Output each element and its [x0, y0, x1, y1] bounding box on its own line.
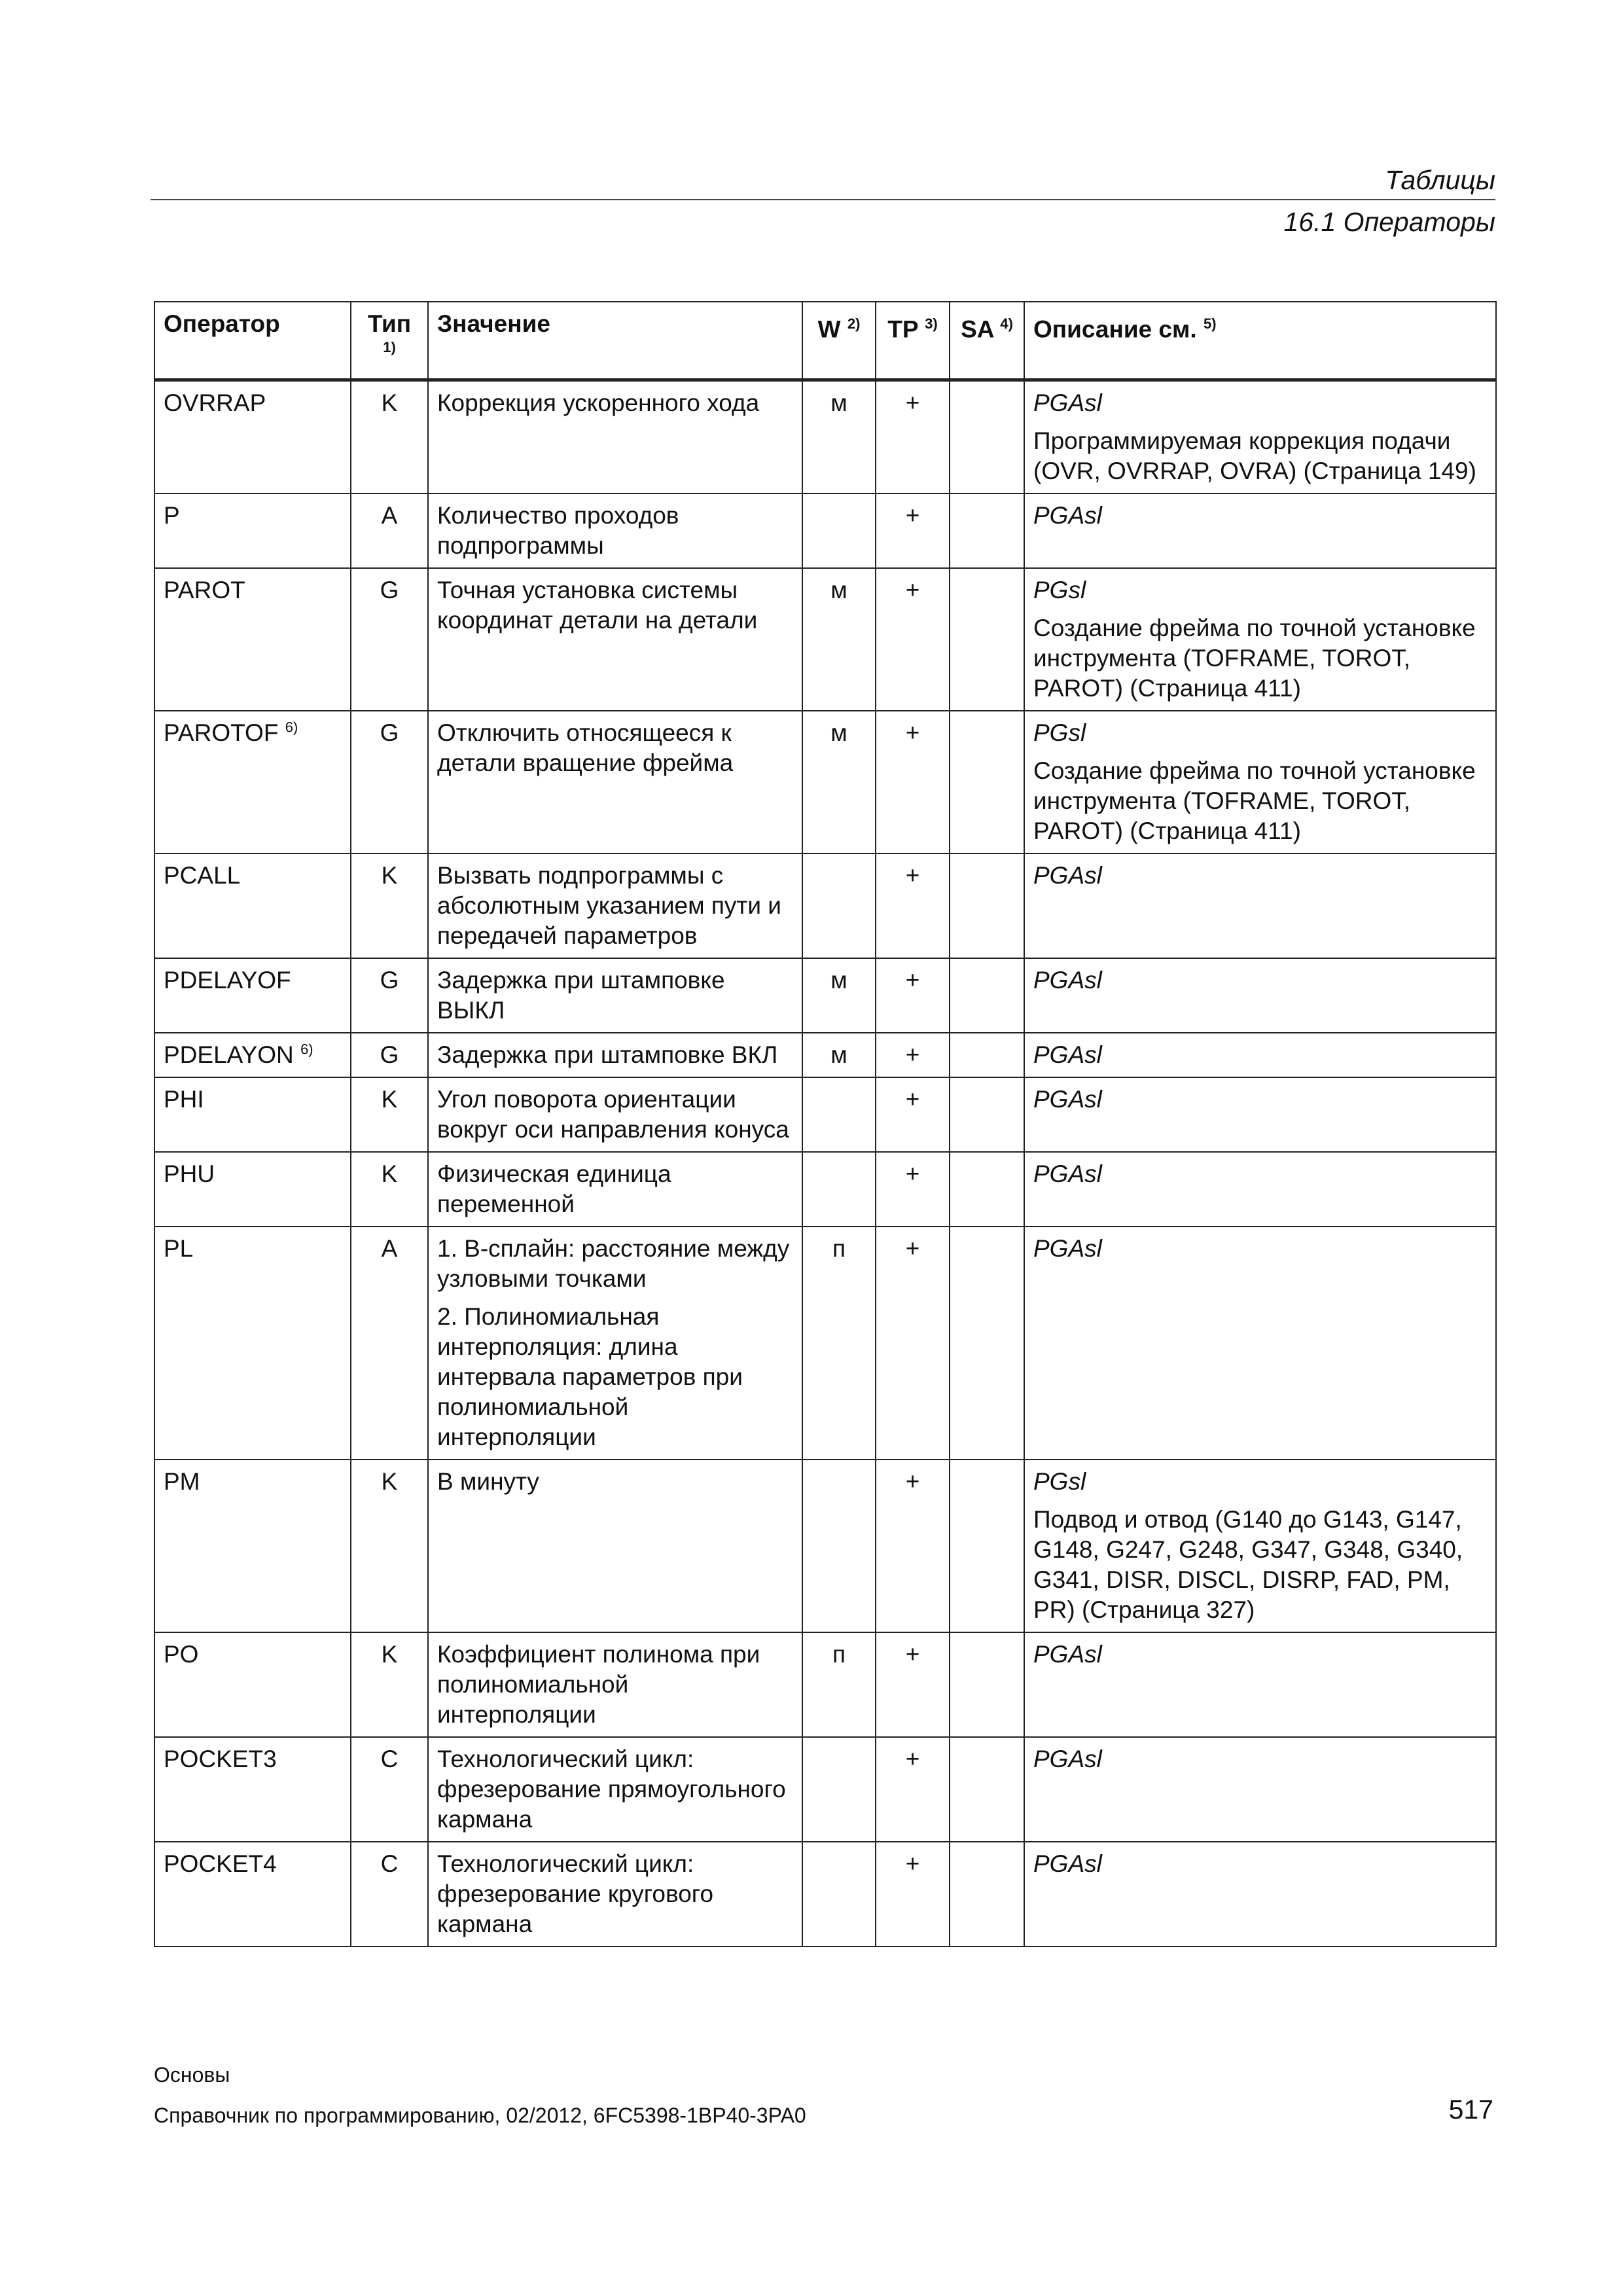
manual-reference: PGAsl: [1033, 389, 1102, 416]
cell-tp: +: [876, 1842, 950, 1946]
cell-type: C: [351, 1737, 428, 1842]
header-description: [1024, 302, 1496, 380]
meaning-text: Коррекция ускоренного хода: [437, 389, 760, 416]
meaning-text: Задержка при штамповке ВКЛ: [437, 1041, 778, 1068]
cell-w: [802, 1077, 876, 1152]
header-description-label: Описание см.: [1033, 315, 1197, 343]
cell-operator: [154, 1632, 351, 1737]
cell-tp: +: [876, 1033, 950, 1077]
cell-type: G: [351, 958, 428, 1033]
cell-meaning: [428, 380, 802, 494]
cell-description: [1024, 958, 1496, 1033]
cell-tp: +: [876, 1227, 950, 1460]
table-body: [154, 380, 1496, 1947]
cell-tp: +: [876, 1077, 950, 1152]
manual-reference: PGAsl: [1033, 1041, 1102, 1068]
cell-w: п: [802, 1632, 876, 1737]
meaning-text: Технологический цикл: фрезерование кругового кармана: [437, 1850, 714, 1937]
cell-type: K: [351, 853, 428, 958]
cell-operator: [154, 1033, 351, 1077]
cell-operator: [154, 493, 351, 568]
cell-meaning: [428, 1737, 802, 1842]
cell-operator: [154, 1077, 351, 1152]
table-row: [154, 1842, 1496, 1946]
description-link[interactable]: Программируемая коррекция подачи (OVR, OVRRAP, OVRA) (Страница 149): [1033, 427, 1476, 484]
table-row: [154, 1077, 1496, 1152]
cell-meaning: [428, 1842, 802, 1946]
cell-type: C: [351, 1842, 428, 1946]
table-row: [154, 1033, 1496, 1077]
table-header-row: [154, 302, 1496, 380]
subsection-title: 16.1 Операторы: [1283, 207, 1495, 237]
cell-sa: [950, 711, 1024, 853]
cell-tp: +: [876, 493, 950, 568]
header-tp-label: TP: [887, 315, 918, 343]
cell-w: [802, 1737, 876, 1842]
operator-name: PAROT: [164, 577, 245, 603]
cell-description: [1024, 1842, 1496, 1946]
cell-sa: [950, 1632, 1024, 1737]
table-row: [154, 1152, 1496, 1227]
cell-meaning: [428, 1632, 802, 1737]
cell-w: п: [802, 1227, 876, 1460]
cell-description: [1024, 1227, 1496, 1460]
cell-sa: [950, 493, 1024, 568]
cell-tp: +: [876, 711, 950, 853]
cell-sa: [950, 1077, 1024, 1152]
cell-type: G: [351, 568, 428, 711]
table-row: [154, 1227, 1496, 1460]
cell-tp: +: [876, 1737, 950, 1842]
cell-operator: [154, 1842, 351, 1946]
operator-name: POCKET4: [164, 1850, 277, 1877]
cell-meaning: [428, 853, 802, 958]
cell-meaning: [428, 1033, 802, 1077]
table-row: [154, 1632, 1496, 1737]
cell-w: [802, 1460, 876, 1632]
cell-description: [1024, 1632, 1496, 1737]
operator-name: PO: [164, 1641, 199, 1668]
header-w-label: W: [817, 315, 841, 343]
manual-reference: PGAsl: [1033, 1235, 1102, 1262]
cell-description: [1024, 1737, 1496, 1842]
operator-name: POCKET3: [164, 1746, 277, 1772]
meaning-text: Технологический цикл: фрезерование прямоугольного кармана: [437, 1746, 786, 1833]
cell-meaning: [428, 958, 802, 1033]
cell-tp: +: [876, 380, 950, 494]
meaning-text-2: 2. Полиномиальная интерполяция: длина интервала параметров при полиномиальной интерполяции: [437, 1303, 743, 1450]
description-link[interactable]: Подвод и отвод (G140 до G143, G147, G148, G247, G248, G347, G348, G340, G341, DISR, DISCL, DISRP, FAD, PM, PR) (Страница 327): [1033, 1506, 1463, 1623]
operator-name: P: [164, 502, 180, 529]
operator-name: PL: [164, 1235, 194, 1262]
footer-book-title: Основы: [154, 2063, 230, 2087]
header-type: [351, 302, 428, 380]
operators-table: [154, 301, 1497, 1947]
cell-operator: [154, 1737, 351, 1842]
cell-operator: [154, 1227, 351, 1460]
operator-name: OVRRAP: [164, 389, 266, 416]
description-link[interactable]: Создание фрейма по точной установке инструмента (TOFRAME, TOROT, PAROT) (Страница 411): [1033, 615, 1476, 702]
header-type-label: Тип: [367, 310, 412, 337]
operator-name: PM: [164, 1468, 200, 1495]
manual-reference: PGAsl: [1033, 967, 1102, 994]
table-row: [154, 711, 1496, 853]
meaning-text: Количество проходов подпрограммы: [437, 502, 679, 559]
cell-operator: [154, 568, 351, 711]
cell-sa: [950, 380, 1024, 494]
table-row: [154, 1460, 1496, 1632]
cell-type: K: [351, 1632, 428, 1737]
cell-tp: +: [876, 958, 950, 1033]
cell-type: K: [351, 380, 428, 494]
table-row: [154, 568, 1496, 711]
cell-operator: [154, 711, 351, 853]
cell-type: A: [351, 1227, 428, 1460]
header-type-footnote: 1): [383, 339, 396, 355]
header-tp-footnote: 3): [925, 315, 938, 332]
manual-reference: PGAsl: [1033, 1641, 1102, 1668]
cell-tp: +: [876, 568, 950, 711]
meaning-text: 1. B-сплайн: расстояние между узловыми точками: [437, 1235, 790, 1292]
meaning-text: Угол поворота ориентации вокруг оси направления конуса: [437, 1086, 789, 1143]
table-row: [154, 493, 1496, 568]
cell-tp: +: [876, 1632, 950, 1737]
manual-reference: PGsl: [1033, 577, 1086, 603]
header-description-footnote: 5): [1203, 315, 1217, 332]
cell-sa: [950, 958, 1024, 1033]
cell-w: [802, 493, 876, 568]
manual-reference: PGAsl: [1033, 1850, 1102, 1877]
manual-reference: PGAsl: [1033, 1086, 1102, 1113]
cell-sa: [950, 853, 1024, 958]
cell-description: [1024, 568, 1496, 711]
operator-name: PAROTOF: [164, 719, 279, 746]
footer-reference: Справочник по программированию, 02/2012, 6FC5398-1BP40-3PA0: [154, 2104, 806, 2127]
cell-description: [1024, 1460, 1496, 1632]
cell-description: [1024, 1033, 1496, 1077]
cell-description: [1024, 380, 1496, 494]
cell-description: [1024, 1152, 1496, 1227]
header-w: [802, 302, 876, 380]
operator-name: PHU: [164, 1160, 215, 1187]
cell-tp: +: [876, 1152, 950, 1227]
cell-type: G: [351, 711, 428, 853]
cell-tp: +: [876, 1460, 950, 1632]
meaning-text: Физическая единица переменной: [437, 1160, 671, 1217]
cell-sa: [950, 1152, 1024, 1227]
cell-operator: [154, 958, 351, 1033]
description-link[interactable]: Создание фрейма по точной установке инструмента (TOFRAME, TOROT, PAROT) (Страница 411): [1033, 757, 1476, 844]
header-sa: [950, 302, 1024, 380]
cell-w: м: [802, 568, 876, 711]
section-title: Таблицы: [1385, 165, 1495, 195]
cell-type: A: [351, 493, 428, 568]
header-operator: Оператор: [154, 302, 351, 380]
operator-footnote: 6): [300, 1041, 313, 1058]
cell-meaning: [428, 493, 802, 568]
cell-meaning: [428, 1077, 802, 1152]
cell-sa: [950, 1227, 1024, 1460]
header-tp: [876, 302, 950, 380]
cell-operator: [154, 380, 351, 494]
meaning-text: Коэффициент полинома при полиномиальной интерполяции: [437, 1641, 760, 1728]
cell-description: [1024, 493, 1496, 568]
cell-meaning: [428, 711, 802, 853]
cell-meaning: [428, 1460, 802, 1632]
cell-type: K: [351, 1460, 428, 1632]
table-row: [154, 958, 1496, 1033]
cell-w: м: [802, 380, 876, 494]
cell-type: K: [351, 1077, 428, 1152]
cell-operator: [154, 1152, 351, 1227]
cell-meaning: [428, 1227, 802, 1460]
meaning-text: Точная установка системы координат детали на детали: [437, 577, 758, 634]
cell-type: G: [351, 1033, 428, 1077]
meaning-text: Задержка при штамповке ВЫКЛ: [437, 967, 725, 1024]
table-row: [154, 853, 1496, 958]
cell-sa: [950, 1033, 1024, 1077]
operator-footnote: 6): [285, 719, 298, 736]
cell-meaning: [428, 568, 802, 711]
meaning-text: В минуту: [437, 1468, 539, 1495]
cell-type: K: [351, 1152, 428, 1227]
cell-sa: [950, 1842, 1024, 1946]
cell-operator: [154, 853, 351, 958]
cell-operator: [154, 1460, 351, 1632]
meaning-text: Вызвать подпрограммы с абсолютным указанием пути и передачей параметров: [437, 862, 781, 949]
header-sa-label: SA: [961, 315, 994, 343]
operator-name: PHI: [164, 1086, 204, 1113]
cell-sa: [950, 568, 1024, 711]
header-w-footnote: 2): [847, 315, 861, 332]
cell-description: [1024, 711, 1496, 853]
cell-w: [802, 853, 876, 958]
cell-w: [802, 1152, 876, 1227]
cell-tp: +: [876, 853, 950, 958]
operator-name: PDELAYON: [164, 1041, 294, 1068]
cell-sa: [950, 1737, 1024, 1842]
manual-reference: PGsl: [1033, 1468, 1086, 1495]
header-meaning: Значение: [428, 302, 802, 380]
operator-name: PDELAYOF: [164, 967, 291, 994]
table-row: [154, 380, 1496, 494]
cell-meaning: [428, 1152, 802, 1227]
cell-w: м: [802, 711, 876, 853]
page-number: 517: [1448, 2094, 1493, 2125]
cell-sa: [950, 1460, 1024, 1632]
cell-description: [1024, 853, 1496, 958]
table-row: [154, 1737, 1496, 1842]
cell-w: [802, 1842, 876, 1946]
meaning-text: Отключить относящееся к детали вращение фрейма: [437, 719, 734, 776]
manual-reference: PGsl: [1033, 719, 1086, 746]
cell-w: м: [802, 958, 876, 1033]
manual-reference: PGAsl: [1033, 862, 1102, 889]
cell-w: м: [802, 1033, 876, 1077]
header-sa-footnote: 4): [1000, 315, 1013, 332]
manual-reference: PGAsl: [1033, 1746, 1102, 1772]
header-divider: [151, 199, 1495, 200]
manual-reference: PGAsl: [1033, 502, 1102, 529]
manual-reference: PGAsl: [1033, 1160, 1102, 1187]
cell-description: [1024, 1077, 1496, 1152]
operator-name: PCALL: [164, 862, 241, 889]
